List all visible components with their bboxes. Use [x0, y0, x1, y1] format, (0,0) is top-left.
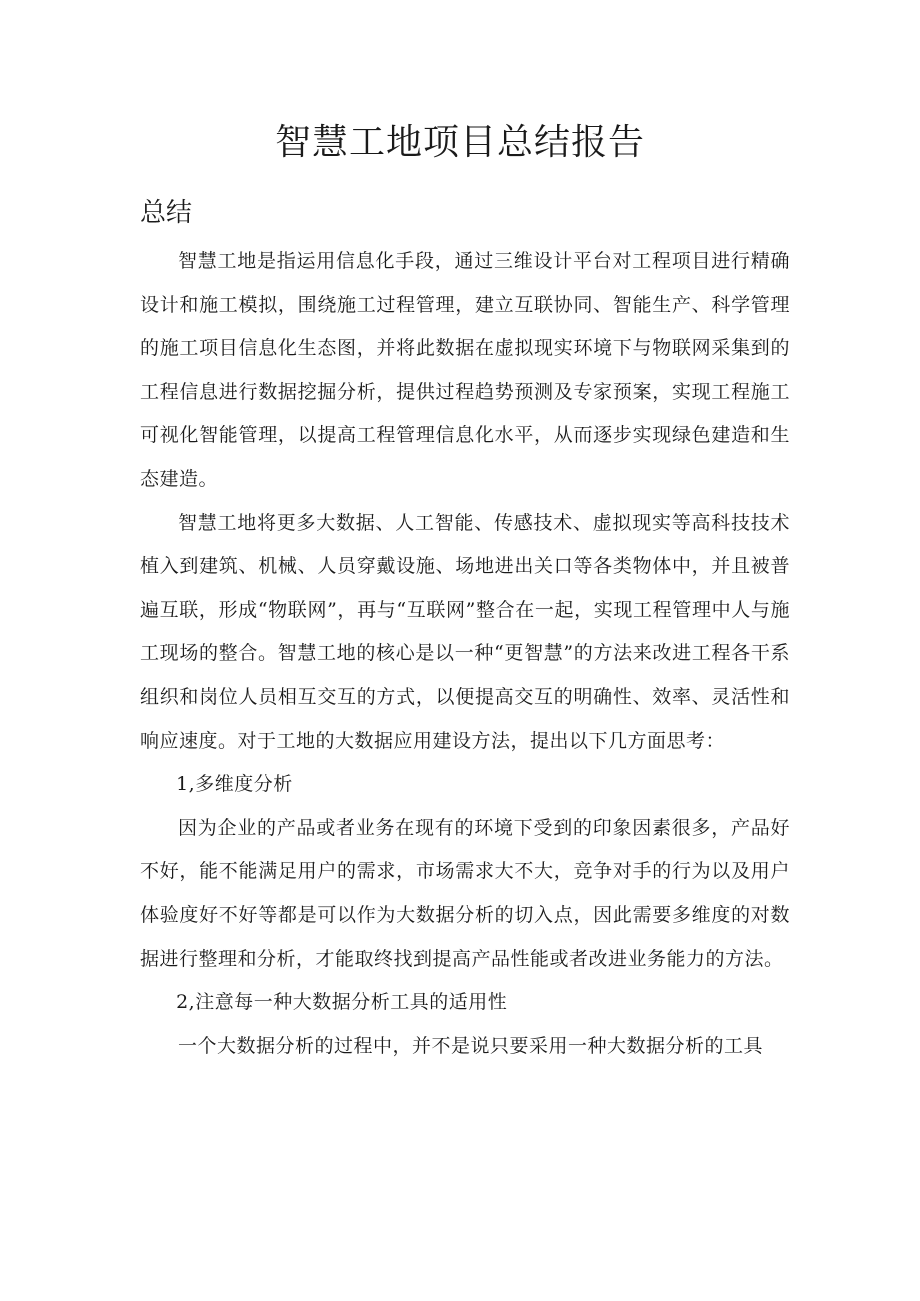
body-text [140, 240, 790, 1068]
document-title: 智慧工地项目总结报告 [274, 122, 645, 163]
paragraph-intro: 智慧工地是指运用信息化手段，通过三维设计平台对工程项目进行精确设计和施工模拟，围绕施工过程管理，建立互联协同、智能生产、科学管理的施工项目信息化生态图，并将此数据在虚拟现实环境下与物联网采集到的工程信息进行数据挖掘分析，提供过程趋势预测及专家预案，实现工程施工可视化智能管理，以提高工程管理信息化水平，从而逐步实现绿色建造和生态建造。 [140, 250, 790, 490]
subheading-tool-applicability: 2,注意每一种大数据分析工具的适用性 [176, 991, 508, 1014]
paragraph-multidimensional-analysis: 因为企业的产品或者业务在现有的环境下受到的印象因素很多，产品好不好，能不能满足用户的需求，市场需求大不大，竞争对手的行为以及用户体验度好不好等都是可以作为大数据分析的切入点，因此需要多维度的对数据进行整理和分析，才能取终找到提高产品性能或者改进业务能力的方法。 [140, 816, 790, 970]
paragraph-iot: 智慧工地将更多大数据、人工智能、传感技术、虚拟现实等高科技技术植入到建筑、机械、人员穿戴设施、场地进出关口等各类物体中，并且被普遍互联，形成“物联网”，再与“互联网”整合在一起，实现工程管理中人与施工现场的整合。智慧工地的核心是以一种“更智慧”的方法来改进工程各干系组织和岗位人员相互交互的方式，以便提高交互的明确性、效率、灵活性和响应速度。对于工地的大数据应用建设方法，提出以下几方面思考： [140, 511, 790, 752]
section-heading: 总结 [140, 198, 193, 228]
paragraph-tool-applicability: 一个大数据分析的过程中，并不是说只要采用一种大数据分析的工具 [178, 1034, 764, 1057]
subheading-multidimensional-analysis: 1,多维度分析 [176, 773, 293, 796]
